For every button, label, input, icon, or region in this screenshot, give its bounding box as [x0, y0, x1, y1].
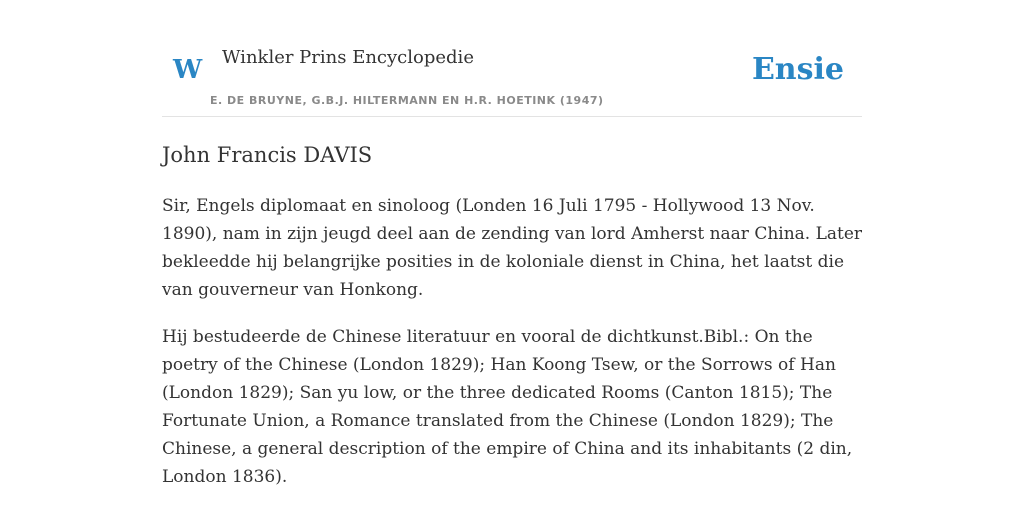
article-title: John Francis DAVIS	[162, 143, 373, 167]
article-paragraph: Hij bestudeerde de Chinese literatuur en vooral de dichtkunst.Bibl.: On the poetry of the Chinese (London 1829); Han Koong Tsew, or the Sorrows of Han (London 1829); San yu low, or the three dedicated Rooms (Canton 1815); The Fortunate Union, a Romance translated from the Chinese (London 1829); The Chinese, a general description of the empire of China and its inhabitants (2 din, London 1836).	[162, 327, 853, 487]
publication-authors: E. DE BRUYNE, G.B.J. HILTERMANN EN H.R. HOETINK (1947)	[210, 94, 604, 107]
winkler-prins-logo: W	[173, 55, 203, 85]
ensie-logo-link[interactable]: Ensie	[751, 52, 844, 87]
header	[162, 0, 862, 117]
publication-title: Winkler Prins Encyclopedie	[222, 47, 474, 68]
article-paragraph: Sir, Engels diplomaat en sinoloog (Londen 16 Juli 1795 - Hollywood 13 Nov. 1890), nam in zijn jeugd deel aan de zending van lord Amherst naar China. Later bekleedde hij belangrijke posities in de koloniale dienst in China, het laatst die van gouverneur van Honkong.	[162, 196, 863, 300]
article-body	[162, 192, 868, 510]
